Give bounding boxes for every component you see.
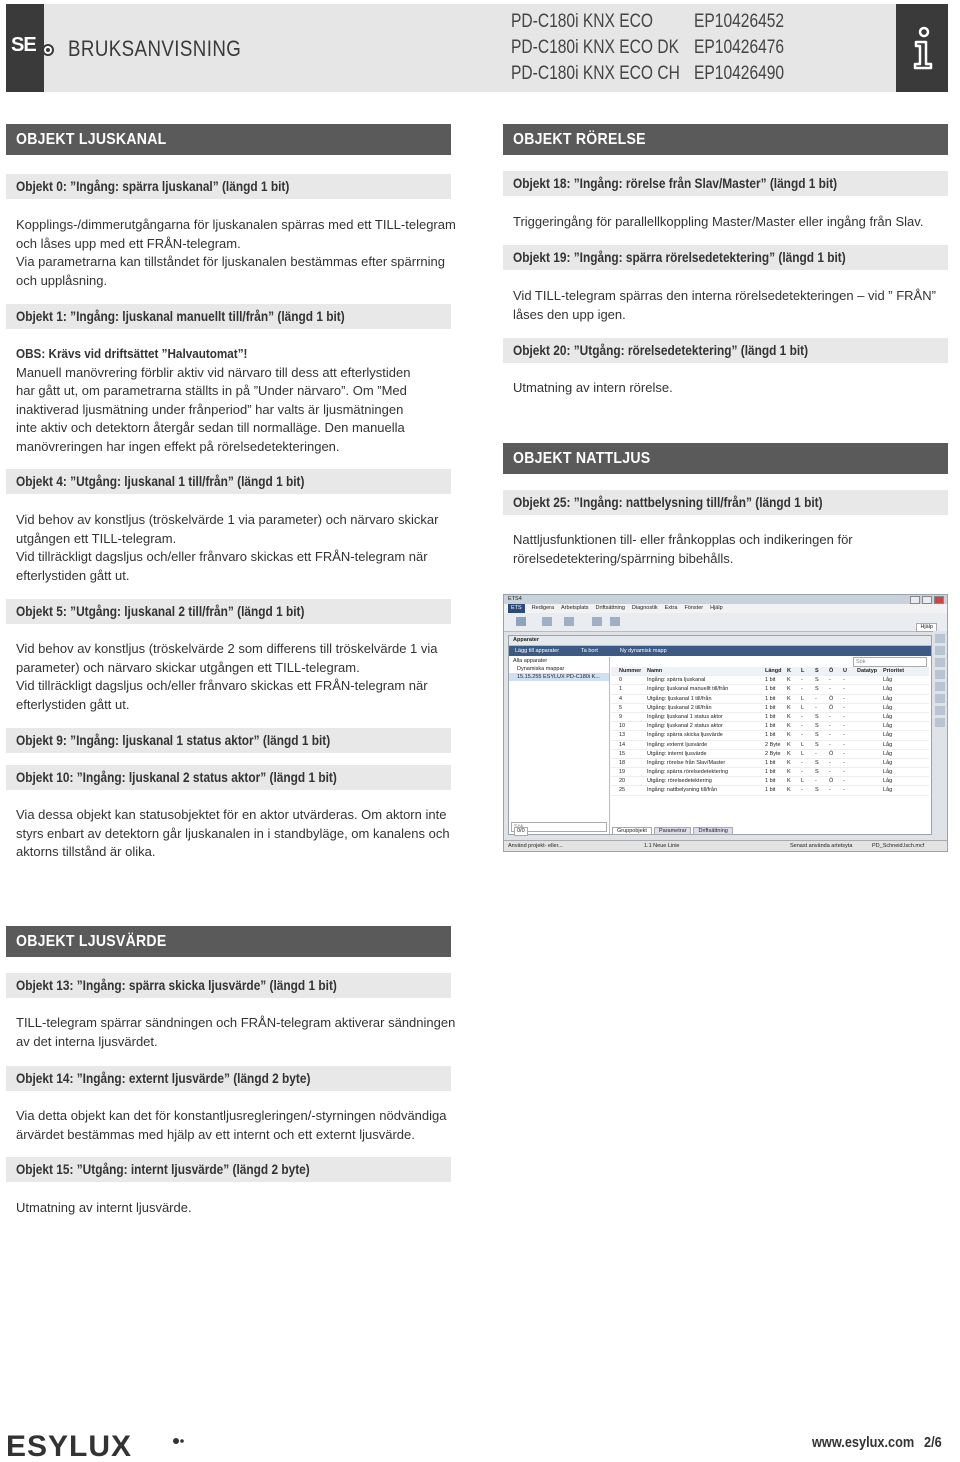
table-cell: K — [787, 695, 791, 702]
table-cell: K — [787, 732, 791, 739]
object-heading: Objekt 13: ”Ingång: spärra skicka ljusvärde” (längd 1 bit) — [6, 973, 451, 998]
table-cell: K — [787, 686, 791, 693]
object-heading: Objekt 1: ”Ingång: ljuskanal manuellt till/från” (längd 1 bit) — [6, 304, 451, 329]
tab-group-objects[interactable]: Gruppobjekt — [612, 827, 652, 835]
table-cell: - — [829, 787, 831, 794]
table-cell — [857, 759, 883, 767]
table-cell: 20 — [619, 778, 626, 785]
tool-icon[interactable] — [935, 682, 945, 691]
table-cell: S — [815, 677, 819, 684]
table-cell: - — [801, 677, 803, 684]
table-cell: 10 — [619, 723, 626, 730]
table-cell: - — [801, 787, 803, 794]
menu-item[interactable]: Redigera — [531, 605, 555, 611]
table-cell: - — [843, 686, 845, 693]
column-header[interactable]: Längd — [765, 668, 782, 674]
table-cell — [857, 713, 883, 721]
article-number: EP10426452 — [694, 11, 785, 32]
table-cell: L — [801, 695, 805, 702]
object-heading: Objekt 5: ”Utgång: ljuskanal 2 till/från” (längd 1 bit) — [6, 599, 451, 624]
table-cell: 1 — [619, 686, 623, 693]
table-row[interactable] — [611, 741, 929, 750]
table-row[interactable] — [611, 685, 929, 694]
note: OBS: Krävs vid driftsättet ”Halvautomat”! — [16, 346, 248, 361]
count-label: 0/0 — [514, 827, 528, 836]
column-header[interactable]: Namn — [647, 668, 663, 674]
column-header[interactable]: U — [843, 668, 847, 674]
page-number: 2/6 — [924, 1434, 942, 1451]
paragraph: OBS: Krävs vid driftsättet ”Halvautomat”! Manuell manövrering förblir aktiv vid närvaro till dess att efterlystiden har gått ut, om parametrarna ställts in på ”Under närvaro”. Om ”Med inaktiverad ljusmätning under frånperiod” har valts är ljusmätningen inte aktiv och detektorn återgår sedan till normalläge. Den manuella manövreringen har ingen effekt på rörelsedetekteringen. — [16, 346, 411, 454]
tab-parameters[interactable]: Parametrar — [654, 827, 692, 835]
table-cell: S — [815, 723, 819, 730]
table-cell: - — [843, 787, 845, 794]
table-cell: 9 — [619, 713, 623, 720]
table-cell: - — [829, 741, 831, 748]
section-header-nattljus: OBJEKT NATTLJUS — [503, 443, 948, 474]
table-cell: 14 — [619, 741, 626, 748]
table-cell: - — [843, 741, 845, 748]
status-bar — [504, 840, 947, 851]
menu-item[interactable]: Fönster — [684, 605, 704, 611]
table-cell: - — [843, 677, 845, 684]
table-cell: Låg — [883, 723, 893, 730]
table-cell: Låg — [883, 778, 893, 785]
table-cell: S — [815, 741, 819, 748]
table-cell: Låg — [883, 732, 893, 739]
maximize-icon[interactable] — [922, 596, 932, 604]
add-devices-button[interactable]: Lägg till apparater — [515, 648, 560, 654]
model-name: PD-C180i KNX ECO DK — [511, 37, 679, 58]
toolbar — [504, 613, 947, 632]
table-cell: - — [829, 732, 831, 739]
table-cell: K — [787, 787, 791, 794]
object-heading: Objekt 15: ”Utgång: internt ljusvärde” (längd 2 byte) — [6, 1157, 451, 1182]
menu-item[interactable]: Hjälp — [710, 605, 723, 611]
table-cell: - — [829, 677, 831, 684]
website-link[interactable]: www.esylux.com — [812, 1434, 915, 1451]
table-cell: K — [787, 677, 791, 684]
table-cell — [857, 704, 883, 712]
undo-icon[interactable] — [592, 617, 602, 626]
table-cell: - — [843, 713, 845, 720]
table-cell — [857, 722, 883, 730]
help-button[interactable]: Hjälp — [916, 623, 937, 632]
table-cell: - — [801, 759, 803, 766]
object-heading: Objekt 14: ”Ingång: externt ljusvärde” (längd 2 byte) — [6, 1066, 451, 1091]
status-text: PD_Schneid.lsch.mcf — [872, 843, 925, 849]
paragraph: Utmatning av internt ljusvärde. — [16, 1200, 192, 1215]
table-cell: Låg — [883, 686, 893, 693]
section-header-ljusvarde: OBJEKT LJUSVÄRDE — [6, 926, 451, 957]
close-icon[interactable] — [934, 596, 944, 604]
table-cell: K — [787, 778, 791, 785]
object-heading: Objekt 9: ”Ingång: ljuskanal 1 status aktor” (längd 1 bit) — [6, 728, 451, 753]
table-cell: 2 Byte — [765, 750, 781, 757]
table-cell: 1 bit — [765, 677, 776, 684]
menu-bar — [504, 604, 947, 613]
table-cell: - — [843, 769, 845, 776]
table-cell: 1 bit — [765, 723, 776, 730]
delete-button[interactable]: Ta bort — [581, 648, 598, 654]
app-title: ETS4 — [508, 596, 522, 602]
table-cell — [857, 731, 883, 739]
table-cell: Utgång: ljuskanal 1 till/från — [647, 695, 712, 702]
print-icon[interactable] — [564, 617, 574, 626]
status-text: Senast använda artetsyta — [790, 843, 853, 849]
table-cell: Ingång: ljuskanal 1 status aktor — [647, 713, 723, 720]
table-cell: Låg — [883, 741, 893, 748]
table-cell: - — [843, 750, 845, 757]
table-cell — [857, 695, 883, 703]
table-cell: Ingång: spärra rörelsedetektering — [647, 769, 729, 776]
paragraph: Vid behov av konstljus (tröskelvärde 2 som differens till tröskelvärde 1 via parameter) och närvaro skickar utgången ett TILL-telegram. Vid tillräckligt dagsljus och/eller frånvaro skickas ett FRÅN-telegram när efterlystiden gått ut. — [16, 641, 438, 712]
table-cell: 25 — [619, 787, 626, 794]
table-cell: Ingång: spärra ljuskanal — [647, 677, 706, 684]
table-cell: Låg — [883, 677, 893, 684]
table-cell: - — [815, 778, 817, 785]
menu-item[interactable]: Diagnostik — [631, 605, 658, 611]
status-text: 1.1 Neue Linie — [644, 843, 680, 849]
tool-icon[interactable] — [935, 658, 945, 667]
table-cell — [857, 777, 883, 785]
table-cell: Låg — [883, 695, 893, 702]
table-cell: S — [815, 769, 819, 776]
paragraph: Utmatning av intern rörelse. — [513, 380, 673, 395]
grid-search-input[interactable]: Sök — [853, 657, 927, 667]
object-heading: Objekt 20: ”Utgång: rörelsedetektering” (längd 1 bit) — [503, 338, 948, 363]
table-cell: 0 — [619, 677, 623, 684]
table-cell — [857, 768, 883, 776]
table-row[interactable] — [611, 676, 929, 685]
bottom-tabs — [508, 827, 930, 835]
table-row[interactable] — [611, 704, 929, 713]
table-cell: 19 — [619, 769, 626, 776]
table-cell: S — [815, 732, 819, 739]
table-row[interactable] — [611, 768, 929, 777]
table-cell: Ingång: nattbelysning till/från — [647, 787, 718, 794]
column-header[interactable]: K — [787, 668, 791, 674]
column-header[interactable]: Prioritet — [883, 668, 905, 674]
table-cell: Låg — [883, 750, 893, 757]
column-header[interactable]: Datatyp — [857, 668, 878, 674]
redo-icon[interactable] — [610, 617, 620, 626]
object-heading: Objekt 4: ”Utgång: ljuskanal 1 till/från” (längd 1 bit) — [6, 469, 451, 494]
table-cell: S — [815, 759, 819, 766]
table-cell: K — [787, 769, 791, 776]
object-heading: Objekt 0: ”Ingång: spärra ljuskanal” (längd 1 bit) — [6, 174, 451, 199]
menu-item[interactable]: Driftsättning — [595, 605, 625, 611]
paragraph: Kopplings-/dimmerutgångarna för ljuskanalen spärras med ett TILL-telegram och låses upp med ett FRÅN-telegram. Via parametrarna kan tillståndet för ljuskanalen bestämmas efter spärrning och upplåsning. — [16, 217, 456, 288]
table-cell: K — [787, 723, 791, 730]
table-row[interactable] — [611, 786, 929, 795]
table-cell: Låg — [883, 769, 893, 776]
tree-item[interactable]: Alla apparater — [513, 658, 548, 664]
table-cell: 1 bit — [765, 704, 776, 711]
tool-icon[interactable] — [935, 706, 945, 715]
table-cell: L — [801, 778, 805, 785]
table-cell: 1 bit — [765, 695, 776, 702]
section-header-ljuskanal: OBJEKT LJUSKANAL — [6, 124, 451, 155]
menu-item[interactable]: Extra — [664, 605, 678, 611]
paragraph: Via dessa objekt kan statusobjektet för en aktor utvärderas. Om aktorn inte styrs enbart av detektorn går ljuskanalen in i standbyläge, om kanalens och aktorns tillstånd är olika. — [16, 807, 450, 859]
table-cell: Utgång: internt ljusvärde — [647, 750, 707, 757]
table-cell: - — [801, 769, 803, 776]
object-heading: Objekt 25: ”Ingång: nattbelysning till/från” (längd 1 bit) — [503, 490, 948, 515]
table-cell: - — [843, 732, 845, 739]
tool-icon[interactable] — [935, 646, 945, 655]
table-cell: - — [829, 713, 831, 720]
table-cell: 18 — [619, 759, 626, 766]
paragraph: Via detta objekt kan det för konstantljusregleringen/-styrningen nödvändiga ärvärdet bestämmas med hjälp av ett internt och ett externt ljusvärde. — [16, 1108, 447, 1142]
tool-icon[interactable] — [935, 718, 945, 727]
article-number: EP10426490 — [694, 63, 785, 84]
table-cell: - — [843, 723, 845, 730]
tool-icon[interactable] — [935, 670, 945, 679]
table-cell: Utgång: rörelsedetektering — [647, 778, 712, 785]
table-cell: 1 bit — [765, 732, 776, 739]
panel-title: Apparater — [509, 636, 931, 646]
table-cell: 13 — [619, 732, 626, 739]
section-header-rorelse: OBJEKT RÖRELSE — [503, 124, 948, 155]
status-text: Använd projekt- eller... — [508, 843, 563, 849]
table-cell: - — [829, 759, 831, 766]
tool-icon[interactable] — [935, 694, 945, 703]
column-header[interactable]: Nummer — [619, 668, 642, 674]
table-cell: Ö — [829, 695, 834, 702]
table-row[interactable] — [611, 759, 929, 768]
table-cell: - — [843, 778, 845, 785]
object-heading: Objekt 18: ”Ingång: rörelse från Slav/Master” (längd 1 bit) — [503, 171, 948, 196]
table-cell: S — [815, 787, 819, 794]
brand-name: ESYLUX — [6, 1430, 133, 1462]
tree-item[interactable]: Dynamiska mappar — [517, 666, 565, 672]
table-cell: Utgång: ljuskanal 2 till/från — [647, 704, 712, 711]
table-row[interactable] — [611, 713, 929, 722]
table-cell: - — [829, 686, 831, 693]
table-cell: S — [815, 686, 819, 693]
menu-item[interactable]: ETS — [508, 604, 525, 613]
table-cell: Låg — [883, 713, 893, 720]
table-cell: 1 bit — [765, 787, 776, 794]
table-cell — [857, 676, 883, 684]
window-controls — [910, 596, 944, 604]
ets-screenshot — [503, 594, 948, 852]
table-cell: - — [801, 713, 803, 720]
paragraph: Triggeringång för parallellkoppling Master/Master eller ingång från Slav. — [513, 214, 924, 229]
table-cell: 1 bit — [765, 759, 776, 766]
tree-item[interactable]: 15.15.255 ESYLUX PD-C180i K... — [509, 673, 609, 681]
language-badge — [6, 4, 44, 92]
table-cell: - — [843, 704, 845, 711]
table-cell: L — [801, 741, 805, 748]
table-cell: - — [801, 723, 803, 730]
object-grid — [611, 657, 929, 834]
table-cell: L — [801, 704, 805, 711]
column-header[interactable]: Ö — [829, 668, 834, 674]
article-number: EP10426476 — [694, 37, 785, 58]
table-cell: 2 Byte — [765, 741, 781, 748]
table-cell: 1 bit — [765, 713, 776, 720]
tab-commissioning[interactable]: Driftsättning — [693, 827, 732, 835]
table-cell: - — [815, 750, 817, 757]
side-toolbar — [933, 631, 947, 831]
table-cell: - — [843, 759, 845, 766]
table-cell: Ingång: ljuskanal 2 status aktor — [647, 723, 723, 730]
table-cell: Låg — [883, 759, 893, 766]
tool-icon[interactable] — [935, 634, 945, 643]
object-heading: Objekt 19: ”Ingång: spärra rörelsedetektering” (längd 1 bit) — [503, 245, 948, 270]
table-cell: Ingång: rörelse från Slav/Master — [647, 759, 726, 766]
table-cell: L — [801, 750, 805, 757]
table-cell: K — [787, 713, 791, 720]
grid-header — [611, 667, 929, 676]
new-folder-button[interactable]: Ny dynamisk mapp — [619, 648, 667, 654]
table-cell: 1 bit — [765, 778, 776, 785]
table-cell: Ingång: externt ljusvärde — [647, 741, 708, 748]
paragraph: Vid TILL-telegram spärras den interna rörelsedetekteringen – vid ” FRÅN” låses den upp igen. — [513, 288, 936, 322]
table-cell: Låg — [883, 704, 893, 711]
table-row[interactable] — [611, 731, 929, 740]
menu-item[interactable]: Arbetsplats — [561, 605, 589, 611]
table-row[interactable] — [611, 750, 929, 759]
table-cell: Ö — [829, 750, 834, 757]
minimize-icon[interactable] — [910, 596, 920, 604]
table-cell: K — [787, 704, 791, 711]
model-name: PD-C180i KNX ECO CH — [511, 63, 680, 84]
new-icon[interactable] — [542, 617, 552, 626]
table-cell — [857, 741, 883, 749]
info-badge — [896, 4, 948, 92]
table-cell: 15 — [619, 750, 626, 757]
table-cell: K — [787, 759, 791, 766]
table-cell: Ingång: ljuskanal manuellt till/från — [647, 686, 729, 693]
paragraph: Nattljusfunktionen till- eller frånkopplas och indikeringen för rörelsedetektering/spärrning bibehålls. — [513, 532, 853, 566]
table-cell: Ingång: spärra skicka ljusvärde — [647, 732, 723, 739]
bullet-icon — [42, 44, 54, 56]
table-row[interactable] — [611, 777, 929, 786]
window-titlebar — [504, 595, 947, 604]
object-heading: Objekt 10: ”Ingång: ljuskanal 2 status aktor” (längd 1 bit) — [6, 765, 451, 790]
devices-panel — [508, 635, 932, 835]
table-cell: 4 — [619, 695, 623, 702]
table-cell: K — [787, 741, 791, 748]
table-cell: - — [801, 732, 803, 739]
header — [6, 4, 948, 92]
table-cell: Ö — [829, 704, 834, 711]
table-cell — [857, 685, 883, 693]
table-cell: 1 bit — [765, 769, 776, 776]
grid-body — [611, 676, 929, 795]
table-row[interactable] — [611, 695, 929, 704]
table-cell: 1 bit — [765, 686, 776, 693]
paragraph: TILL-telegram spärrar sändningen och FRÅN-telegram aktiverar sändningen av det interna ljusvärdet. — [16, 1015, 456, 1049]
column-header[interactable]: S — [815, 668, 819, 674]
table-cell: S — [815, 713, 819, 720]
table-cell: - — [829, 723, 831, 730]
panel-toolbar — [509, 646, 931, 656]
info-icon — [912, 26, 934, 70]
column-header[interactable]: L — [801, 668, 805, 674]
table-cell — [857, 750, 883, 758]
esylux-logo — [6, 1428, 186, 1462]
table-cell: - — [815, 695, 817, 702]
table-cell: Ö — [829, 778, 834, 785]
device-tree — [509, 657, 610, 834]
model-name: PD-C180i KNX ECO — [511, 11, 654, 32]
table-cell: 5 — [619, 704, 623, 711]
table-cell: - — [815, 704, 817, 711]
table-cell — [857, 786, 883, 794]
paragraph: Vid behov av konstljus (tröskelvärde 1 via parameter) och närvaro skickar utgången ett TILL-telegram. Vid tillräckligt dagsljus och/eller frånvaro skickas ett FRÅN-telegram när efterlystiden gått ut. — [16, 512, 439, 583]
table-cell: K — [787, 750, 791, 757]
save-icon[interactable] — [516, 617, 526, 626]
language-code: SE — [11, 34, 36, 56]
table-cell: - — [801, 686, 803, 693]
document-title: BRUKSANVISNING — [68, 36, 242, 61]
table-cell: - — [829, 769, 831, 776]
table-cell: - — [843, 695, 845, 702]
table-row[interactable] — [611, 722, 929, 731]
table-cell: Låg — [883, 787, 893, 794]
